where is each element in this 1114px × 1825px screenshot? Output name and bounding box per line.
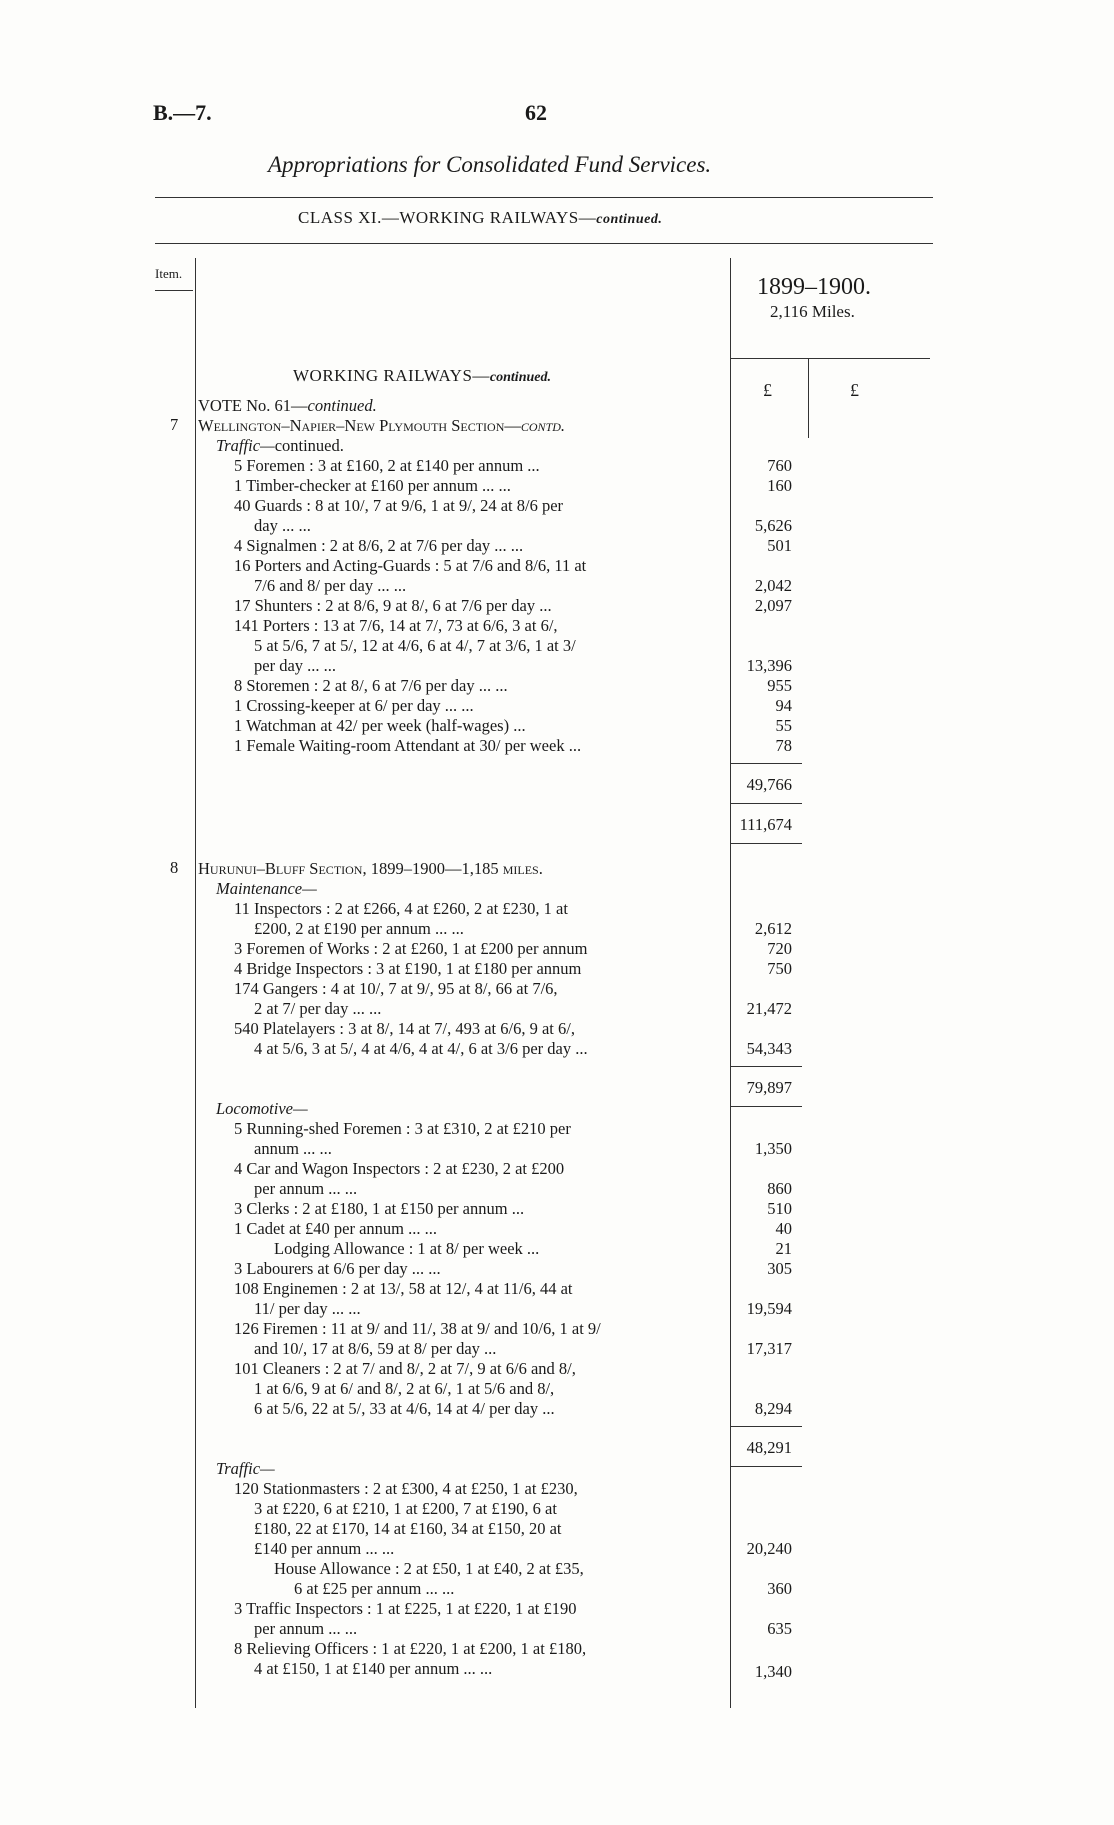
subsection-heading: Wellington–Napier–New Plymouth Section—contd. — [198, 416, 566, 435]
pound-column-label-1: £ — [763, 380, 772, 400]
amount: 305 — [767, 1259, 792, 1278]
staff-line: 8 Storemen : 2 at 8/, 6 at 7/6 per day ... ... — [234, 676, 508, 695]
amount: 510 — [767, 1199, 792, 1218]
second-amount-divider — [808, 358, 809, 438]
staff-line: per day ... ... — [254, 656, 337, 675]
staff-line: House Allowance : 2 at £50, 1 at £40, 2 at £35, — [274, 1559, 584, 1578]
amount: 635 — [767, 1619, 792, 1638]
staff-line: 540 Platelayers : 3 at 8/, 14 at 7/, 493 at 6/6, 9 at 6/, — [234, 1019, 575, 1038]
amount: 40 — [775, 1219, 792, 1238]
amount: 720 — [767, 939, 792, 958]
section-heading: WORKING RAILWAYS—continued. — [293, 366, 551, 385]
amount: 19,594 — [746, 1299, 792, 1318]
staff-line: 2 at 7/ per day ... ... — [254, 999, 382, 1018]
class-heading: CLASS XI.—WORKING RAILWAYS—continued. — [298, 208, 663, 227]
amount: 55 — [775, 716, 792, 735]
year-heading: 1899–1900. — [757, 274, 871, 300]
subtotal-amount: 79,897 — [746, 1078, 792, 1097]
staff-line: 3 Foremen of Works : 2 at £260, 1 at £200 per annum — [234, 939, 588, 958]
staff-line: £200, 2 at £190 per annum ... ... — [254, 919, 464, 938]
amount: 750 — [767, 959, 792, 978]
total-amount: 111,674 — [739, 815, 792, 834]
amount: 501 — [767, 536, 792, 555]
staff-line: 1 Crossing-keeper at 6/ per day ... ... — [234, 696, 474, 715]
traffic-label: Traffic— — [216, 1459, 275, 1478]
staff-line: 4 at 5/6, 3 at 5/, 4 at 4/6, 4 at 4/, 6 at 3/6 per day ... — [254, 1039, 588, 1058]
subtotal-rule — [730, 763, 802, 764]
staff-line: 126 Firemen : 11 at 9/ and 11/, 38 at 9/ and 10/6, 1 at 9/ — [234, 1319, 601, 1338]
staff-line: 16 Porters and Acting-Guards : 5 at 7/6 and 8/6, 11 at — [234, 556, 587, 575]
amount: 8,294 — [754, 1399, 792, 1418]
item-label-underline — [155, 290, 193, 291]
maintenance-label: Maintenance— — [216, 879, 317, 898]
staff-line: 6 at 5/6, 22 at 5/, 33 at 4/6, 14 at 4/ per day ... — [254, 1399, 555, 1418]
subtotal-rule — [730, 1426, 802, 1427]
amount: 860 — [767, 1179, 792, 1198]
locomotive-label: Locomotive— — [216, 1099, 308, 1118]
amount: 1,340 — [754, 1662, 792, 1681]
amount: 94 — [775, 696, 792, 715]
staff-line: 5 at 5/6, 7 at 5/, 12 at 4/6, 6 at 4/, 7 at 3/6, 1 at 3/ — [254, 636, 576, 655]
amount: 21,472 — [746, 999, 792, 1018]
subtotal-amount: 49,766 — [746, 775, 792, 794]
total-rule — [730, 803, 802, 804]
total-rule-bottom — [730, 843, 802, 844]
item-number: 7 — [170, 415, 179, 434]
staff-line: 3 Labourers at 6/6 per day ... ... — [234, 1259, 441, 1278]
staff-line: 3 Clerks : 2 at £180, 1 at £150 per annum ... — [234, 1199, 525, 1218]
amount: 360 — [767, 1579, 792, 1598]
staff-line: £180, 22 at £170, 14 at £160, 34 at £150, 20 at — [254, 1519, 562, 1538]
page-title: Appropriations for Consolidated Fund Services. — [268, 152, 712, 177]
staff-line: 11/ per day ... ... — [254, 1299, 361, 1318]
staff-line: £140 per annum ... ... — [254, 1539, 395, 1558]
subtotal-rule — [730, 1066, 802, 1067]
amount: 17,317 — [746, 1339, 792, 1358]
staff-line: 4 Car and Wagon Inspectors : 2 at £230, 2 at £200 — [234, 1159, 565, 1178]
staff-line: 6 at £25 per annum ... ... — [294, 1579, 455, 1598]
staff-line: 4 Bridge Inspectors : 3 at £190, 1 at £180 per annum — [234, 959, 582, 978]
amount: 21 — [775, 1239, 792, 1258]
staff-line: 5 Running-shed Foremen : 3 at £310, 2 at £210 per — [234, 1119, 571, 1138]
staff-line: 1 Cadet at £40 per annum ... ... — [234, 1219, 437, 1238]
amount: 54,343 — [746, 1039, 792, 1058]
staff-line: 1 Watchman at 42/ per week (half-wages) ... — [234, 716, 526, 735]
staff-line: 1 Timber-checker at £160 per annum ... ... — [234, 476, 511, 495]
staff-line: 1 Female Waiting-room Attendant at 30/ per week ... — [234, 736, 582, 755]
amount: 78 — [775, 736, 792, 755]
document-reference: B.—7. — [153, 100, 212, 125]
staff-line: 120 Stationmasters : 2 at £300, 4 at £250, 1 at £230, — [234, 1479, 578, 1498]
amount: 955 — [767, 676, 792, 695]
staff-line: 3 Traffic Inspectors : 1 at £225, 1 at £220, 1 at £190 — [234, 1599, 577, 1618]
staff-line: 4 Signalmen : 2 at 8/6, 2 at 7/6 per day ... ... — [234, 536, 524, 555]
category-heading: Traffic—continued. — [216, 436, 344, 455]
pound-column-label-2: £ — [850, 380, 859, 400]
staff-line: 4 at £150, 1 at £140 per annum ... ... — [254, 1659, 493, 1678]
staff-line: day ... ... — [254, 516, 311, 535]
amount: 13,396 — [746, 656, 792, 675]
staff-line: 1 at 6/6, 9 at 6/ and 8/, 2 at 6/, 1 at 5/6 and 8/, — [254, 1379, 555, 1398]
amount: 5,626 — [754, 516, 792, 535]
amount: 2,097 — [754, 596, 792, 615]
staff-line: 101 Cleaners : 2 at 7/ and 8/, 2 at 7/, 9 at 6/6 and 8/, — [234, 1359, 576, 1378]
staff-line: 17 Shunters : 2 at 8/6, 9 at 8/, 6 at 7/6 per day ... — [234, 596, 552, 615]
subtotal-rule-bottom — [730, 1106, 802, 1107]
header-rule-bottom — [155, 243, 933, 244]
staff-line: Lodging Allowance : 1 at 8/ per week ... — [274, 1239, 540, 1258]
staff-line: 7/6 and 8/ per day ... ... — [254, 576, 407, 595]
staff-line: 108 Enginemen : 2 at 13/, 58 at 12/, 4 at 11/6, 44 at — [234, 1279, 573, 1298]
amount: 20,240 — [746, 1539, 792, 1558]
amount: 2,042 — [754, 576, 792, 595]
item-column-divider — [195, 258, 196, 1708]
amount: 2,612 — [754, 919, 792, 938]
staff-line: 40 Guards : 8 at 10/, 7 at 9/6, 1 at 9/, 24 at 8/6 per — [234, 496, 564, 515]
staff-line: 11 Inspectors : 2 at £266, 4 at £260, 2 at £230, 1 at — [234, 899, 568, 918]
item-column-label: Item. — [155, 266, 183, 281]
staff-line: 5 Foremen : 3 at £160, 2 at £140 per annum ... — [234, 456, 540, 475]
subtotal-rule-bottom — [730, 1466, 802, 1467]
amount: 1,350 — [754, 1139, 792, 1158]
staff-line: 8 Relieving Officers : 1 at £220, 1 at £200, 1 at £180, — [234, 1639, 587, 1658]
vote-heading: VOTE No. 61—continued. — [198, 396, 377, 415]
staff-line: 3 at £220, 6 at £210, 1 at £200, 7 at £190, 6 at — [254, 1499, 557, 1518]
staff-line: 141 Porters : 13 at 7/6, 14 at 7/, 73 at 6/6, 3 at 6/, — [234, 616, 558, 635]
amount: 160 — [767, 476, 792, 495]
subtotal-amount: 48,291 — [746, 1438, 792, 1457]
staff-line: and 10/, 17 at 8/6, 59 at 8/ per day ... — [254, 1339, 497, 1358]
year-rule — [730, 358, 930, 359]
staff-line: annum ... ... — [254, 1139, 332, 1158]
staff-line: per annum ... ... — [254, 1619, 358, 1638]
staff-line: 174 Gangers : 4 at 10/, 7 at 9/, 95 at 8/, 66 at 7/6, — [234, 979, 558, 998]
miles-heading: 2,116 Miles. — [770, 302, 855, 321]
amount: 760 — [767, 456, 792, 475]
header-rule-top — [155, 197, 933, 198]
item-number: 8 — [170, 858, 179, 877]
page-number: 62 — [525, 100, 547, 125]
staff-line: per annum ... ... — [254, 1179, 358, 1198]
section-heading: Hurunui–Bluff Section, 1899–1900—1,185 miles. — [198, 859, 543, 878]
